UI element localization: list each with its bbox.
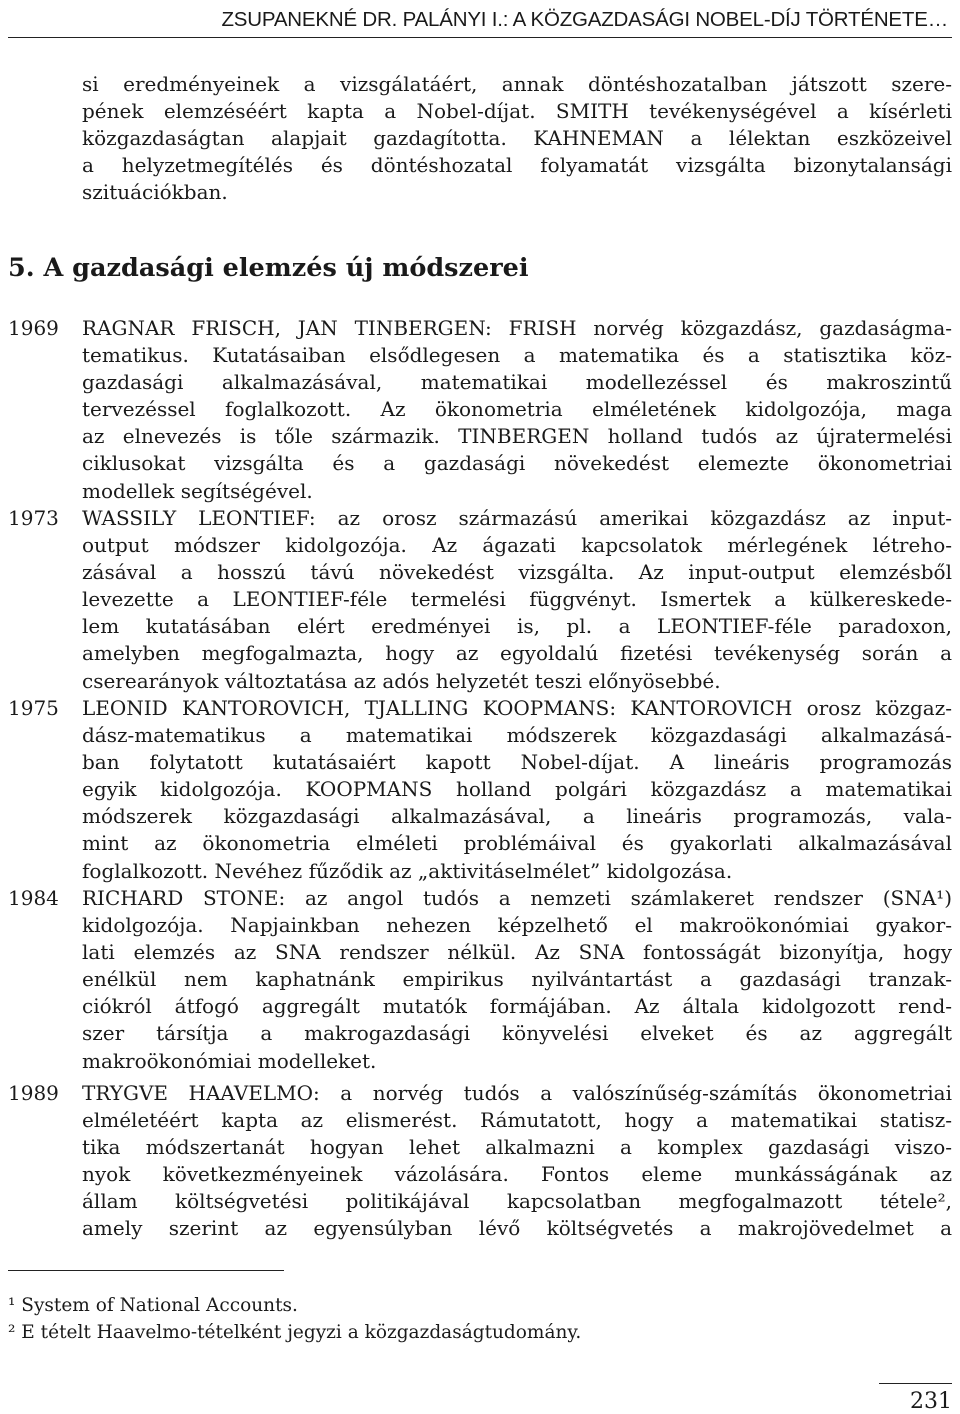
- entry-year: 1984: [8, 886, 59, 910]
- text-line: dász-matematikus a matematikai módszerek közgazdasági alkalmazásá-: [82, 723, 952, 748]
- entry-body: [82, 315, 952, 505]
- text-line: lem kutatásában elért eredményei is, pl. a LEONTIEF-féle paradoxon,: [82, 614, 952, 639]
- text-line: állam költségvetési politikájával kapcsolatban megfogalmazott tétele²,: [82, 1189, 952, 1214]
- text-line: szer társítja a makrogazdasági könyvelési elveket és az aggregált: [82, 1021, 952, 1046]
- header-rule: [8, 37, 952, 38]
- entry-year: 1973: [8, 506, 59, 530]
- text-line: nyok következményeinek vázolására. Fontos eleme munkásságának az: [82, 1162, 952, 1187]
- text-line: pének elemzéséért kapta a Nobel-díjat. SMITH tevékenységével a kísérleti: [82, 99, 952, 124]
- text-line: makroökonómiai modelleket.: [82, 1048, 377, 1073]
- footnote-1: ¹ System of National Accounts.: [8, 1295, 298, 1316]
- entry-body: [82, 695, 952, 885]
- text-line: szituációkban.: [82, 180, 228, 205]
- text-line: kidolgozója. Napjainkban nehezen képzelhető el makroökonómiai gyakor-: [82, 913, 952, 938]
- text-line: WASSILY LEONTIEF: az orosz származású amerikai közgazdász az input-: [82, 506, 952, 530]
- footnotes: [8, 1292, 581, 1346]
- text-line: ciklusokat vizsgálta és a gazdasági növekedést elemezte ökonometriai: [82, 451, 952, 476]
- page-number: 231: [910, 1389, 952, 1414]
- text-line: a helyzetmegítélés és döntéshozatal folyamatát vizsgálta bizonytalansági: [82, 153, 952, 178]
- entry-year: 1969: [8, 316, 59, 340]
- text-line: az elnevezés is tőle származik. TINBERGEN holland tudós az újratermelési: [82, 424, 952, 449]
- text-line: zásával a hosszú távú növekedést vizsgálta. Az input-output elemzésből: [82, 560, 952, 585]
- text-line: mint az ökonometria elméleti problémáival és gyakorlati alkalmazásával: [82, 831, 952, 856]
- text-line: cserearányok változtatása az adós helyzetét teszi előnyösebbé.: [82, 668, 721, 693]
- text-line: levezette a LEONTIEF-féle termelési függvényt. Ismertek a külkereskede-: [82, 587, 952, 612]
- entry-year: 1975: [8, 696, 59, 720]
- text-line: gazdasági alkalmazásával, matematikai modellezéssel és makroszintű: [82, 370, 952, 395]
- text-line: amelyben megfogalmazta, hogy az egyoldalú fizetési tevékenység során a: [82, 641, 952, 666]
- text-line: si eredményeinek a vizsgálatáért, annak döntéshozatalban játszott szere-: [82, 72, 952, 96]
- text-line: modellek segítségével.: [82, 478, 313, 503]
- section-title: A gazdasági elemzés új módszerei: [43, 253, 529, 283]
- section-heading: [8, 253, 529, 283]
- text-line: TRYGVE HAAVELMO: a norvég tudós a valószínűség-számítás ökonometriai: [82, 1081, 952, 1105]
- entry-year: 1989: [8, 1081, 59, 1105]
- footnote-2: ² E tételt Haavelmo-tételként jegyzi a közgazdaságtudomány.: [8, 1322, 582, 1343]
- text-line: tematikus. Kutatásaiban elsődlegesen a matematika és a statisztika köz-: [82, 343, 952, 368]
- section-number: 5.: [8, 253, 35, 283]
- text-line: tika módszertanát hogyan lehet alkalmazni a komplex gazdasági viszo-: [82, 1135, 952, 1160]
- footnote-rule: [8, 1270, 284, 1271]
- text-line: LEONID KANTOROVICH, TJALLING KOOPMANS: KANTOROVICH orosz közgaz-: [82, 696, 952, 720]
- text-line: tervezéssel foglalkozott. Az ökonometria elméletének kidolgozója, maga: [82, 397, 952, 422]
- text-line: lati elemzés az SNA rendszer nélkül. Az SNA fontosságát bizonyítja, hogy: [82, 940, 952, 965]
- text-line: közgazdaságtan alapjait gazdagította. KAHNEMAN a lélektan eszközeivel: [82, 126, 952, 151]
- intro-paragraph: [82, 71, 952, 206]
- text-line: ciókról átfogó aggregált mutatók formájában. Az általa kidolgozott rend-: [82, 994, 952, 1019]
- text-line: elméletéért kapta az elismerést. Rámutatott, hogy a matematikai statisz-: [82, 1108, 952, 1133]
- page-number-rule: [879, 1383, 952, 1384]
- text-line: RICHARD STONE: az angol tudós a nemzeti számlakeret rendszer (SNA¹): [82, 886, 952, 910]
- entry-body: [82, 1080, 952, 1243]
- running-header: ZSUPANEKNÉ DR. PALÁNYI I.: A KÖZGAZDASÁGI NOBEL-DÍJ TÖRTÉNETE…: [221, 8, 948, 31]
- entry-body: [82, 885, 952, 1075]
- text-line: RAGNAR FRISCH, JAN TINBERGEN: FRISH norvég közgazdász, gazdaságma-: [82, 316, 952, 340]
- text-line: amely szerint az egyensúlyban lévő költségvetés a makrojövedelmet a: [82, 1216, 952, 1241]
- text-line: ban folytatott kutatásaiért kapott Nobel-díjat. A lineáris programozás: [82, 750, 952, 775]
- entry-body: [82, 505, 952, 695]
- text-line: egyik kidolgozója. KOOPMANS holland polgári közgazdász a matematikai: [82, 777, 952, 802]
- text-line: output módszer kidolgozója. Az ágazati kapcsolatok mérlegének létreho-: [82, 533, 952, 558]
- text-line: módszerek közgazdasági alkalmazásával, a lineáris programozás, vala-: [82, 804, 952, 829]
- text-line: foglalkozott. Nevéhez fűződik az „aktivitáselmélet” kidolgozása.: [82, 858, 733, 883]
- text-line: enélkül nem kaphatnánk empirikus nyilvántartást a gazdasági tranzak-: [82, 967, 952, 992]
